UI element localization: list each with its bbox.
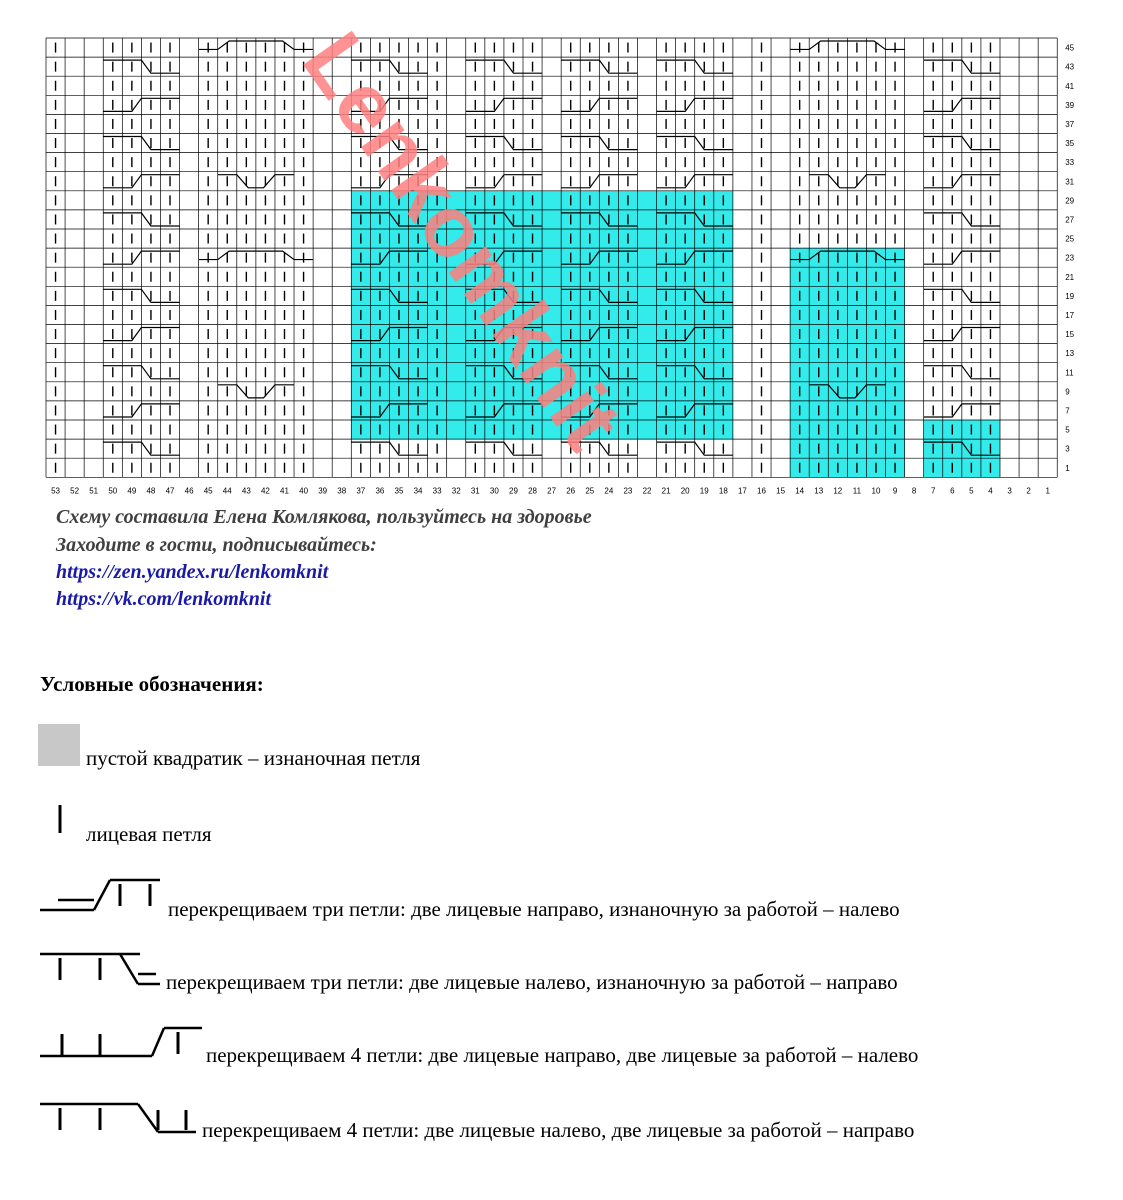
row-number: 43 — [1065, 62, 1075, 72]
column-number: 17 — [737, 486, 747, 496]
row-number: 7 — [1065, 406, 1070, 416]
watermark-text: Lenkomknit — [284, 15, 640, 467]
cross-4-right-icon — [38, 1024, 204, 1060]
row-number: 11 — [1065, 368, 1074, 378]
row-number: 25 — [1065, 234, 1075, 244]
column-number: 16 — [757, 486, 766, 496]
column-number: 25 — [585, 486, 595, 496]
knit-stitch-icon — [50, 803, 70, 837]
row-number: 13 — [1065, 349, 1075, 359]
column-number: 7 — [930, 486, 936, 496]
column-number: 36 — [375, 486, 385, 496]
credit-invite: Заходите в гости, подписывайтесь: — [56, 534, 377, 556]
column-number: 43 — [241, 486, 251, 496]
row-number: 15 — [1065, 330, 1075, 340]
column-number: 29 — [509, 486, 518, 496]
column-number: 46 — [184, 486, 194, 496]
link-zen[interactable]: https://zen.yandex.ru/lenkomknit — [56, 561, 329, 583]
row-number: 3 — [1065, 444, 1070, 454]
column-number: 45 — [203, 486, 213, 496]
column-number: 26 — [566, 486, 576, 496]
column-number: 37 — [356, 486, 366, 496]
column-number: 28 — [528, 486, 537, 496]
column-number: 24 — [604, 486, 614, 496]
column-number: 38 — [337, 486, 347, 496]
row-number: 37 — [1065, 119, 1075, 129]
column-number: 48 — [146, 486, 156, 496]
column-number: 21 — [661, 486, 671, 496]
column-number: 27 — [547, 486, 557, 496]
row-number: 21 — [1065, 272, 1075, 282]
legend-text-knit: лицевая петля — [86, 822, 212, 846]
column-number: 10 — [871, 486, 881, 496]
column-number: 30 — [489, 486, 499, 496]
link-vk[interactable]: https://vk.com/lenkomknit — [56, 588, 272, 610]
column-number: 51 — [89, 486, 99, 496]
legend-text-cross-3-right: перекрещиваем три петли: две лицевые направо, изнаночную за работой – налево — [168, 897, 900, 921]
column-number: 31 — [470, 486, 480, 496]
column-number: 5 — [969, 486, 974, 496]
cross-4-left-icon — [38, 1100, 198, 1136]
column-number: 8 — [911, 486, 917, 496]
column-number: 41 — [280, 486, 289, 496]
knitting-chart — [0, 0, 1123, 500]
credit-author: Схему составила Елена Комлякова, пользуйтесь на здоровье — [56, 506, 592, 528]
column-number: 49 — [127, 486, 137, 496]
column-number: 3 — [1007, 486, 1012, 496]
row-number: 31 — [1065, 177, 1075, 187]
row-number: 9 — [1065, 387, 1070, 397]
row-number: 39 — [1065, 100, 1075, 110]
column-number: 20 — [680, 486, 690, 496]
row-number: 1 — [1065, 463, 1070, 473]
column-number: 40 — [299, 486, 309, 496]
column-number: 11 — [852, 486, 862, 496]
column-number: 33 — [432, 486, 442, 496]
column-number: 6 — [950, 486, 955, 496]
column-number: 12 — [833, 486, 843, 496]
legend-text-cross-4-left: перекрещиваем 4 петли: две лицевые налево, две лицевые за работой – направо — [202, 1118, 915, 1142]
legend-text-cross-4-right: перекрещиваем 4 петли: две лицевые направо, две лицевые за работой – налево — [206, 1043, 919, 1067]
cross-3-left-icon — [38, 952, 162, 988]
row-number: 45 — [1065, 43, 1075, 53]
legend-title: Условные обозначения: — [40, 672, 264, 696]
purl-square-icon — [38, 724, 80, 766]
column-number: 42 — [260, 486, 270, 496]
column-number: 34 — [413, 486, 423, 496]
column-number: 1 — [1045, 486, 1050, 496]
column-number: 22 — [642, 486, 652, 496]
cross-3-right-icon — [38, 878, 162, 914]
column-number: 9 — [892, 486, 898, 496]
column-number: 19 — [699, 486, 709, 496]
column-number: 15 — [776, 486, 786, 496]
column-number: 2 — [1026, 486, 1031, 496]
row-number: 29 — [1065, 196, 1075, 206]
column-number: 53 — [51, 486, 60, 496]
column-number: 23 — [623, 486, 633, 496]
column-number: 14 — [795, 486, 805, 496]
legend-text-cross-3-left: перекрещиваем три петли: две лицевые налево, изнаночную за работой – направо — [166, 970, 898, 994]
column-number: 13 — [814, 486, 824, 496]
row-number: 33 — [1065, 158, 1075, 168]
column-number: 50 — [108, 486, 118, 496]
column-number: 4 — [988, 486, 993, 496]
row-number: 17 — [1065, 310, 1075, 320]
row-number: 5 — [1065, 425, 1070, 435]
column-number: 47 — [165, 486, 175, 496]
row-number: 27 — [1065, 215, 1075, 225]
column-number: 32 — [451, 486, 461, 496]
legend-text-purl: пустой квадратик – изнаночная петля — [86, 746, 421, 770]
row-number: 23 — [1065, 253, 1075, 263]
column-number: 18 — [718, 486, 728, 496]
column-number: 44 — [222, 486, 232, 496]
column-number: 52 — [70, 486, 80, 496]
row-number: 19 — [1065, 291, 1075, 301]
column-number: 35 — [394, 486, 404, 496]
column-number: 39 — [318, 486, 328, 496]
row-number: 41 — [1065, 81, 1075, 91]
row-number: 35 — [1065, 139, 1075, 149]
